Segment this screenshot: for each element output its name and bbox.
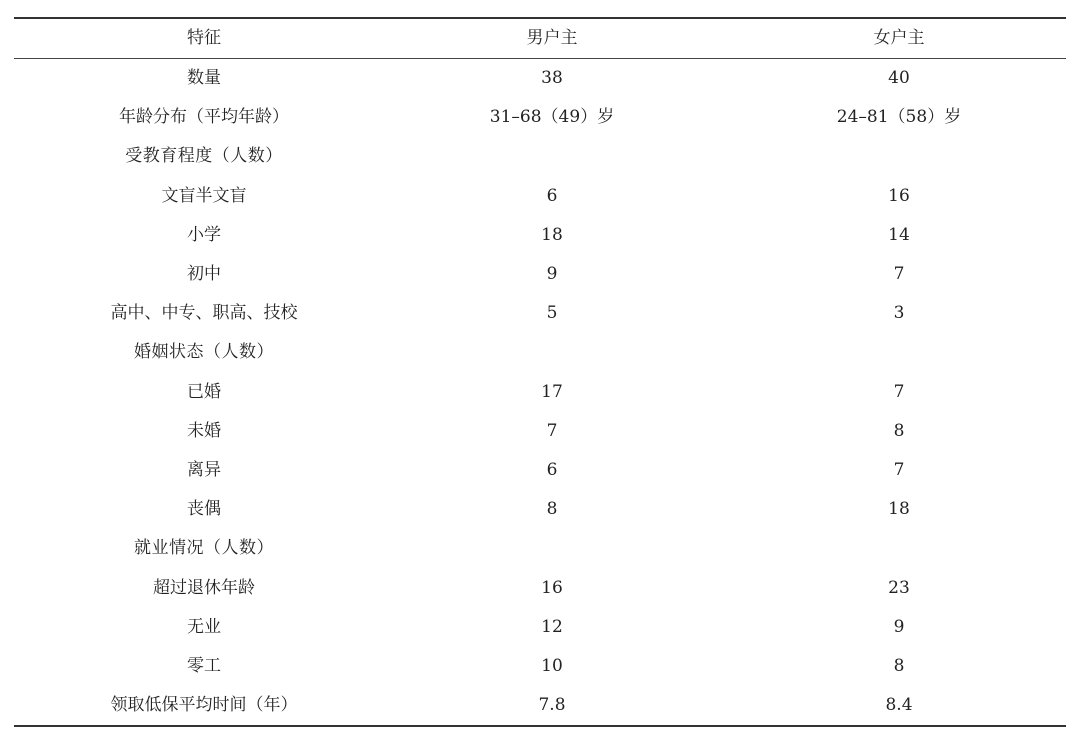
row-label: 无业	[187, 616, 221, 637]
table-row	[14, 568, 1066, 607]
header-female-head: 女户主	[873, 28, 925, 48]
table-header-row	[14, 19, 1066, 58]
female-value: 8	[893, 655, 905, 676]
row-label: 受教育程度（人数）	[125, 146, 283, 167]
female-value: 23	[888, 577, 910, 598]
male-value: 5	[546, 303, 558, 324]
row-label: 零工	[187, 655, 221, 676]
table-row	[14, 373, 1066, 412]
male-value: 7.8	[538, 695, 566, 716]
male-value: 7	[546, 420, 558, 441]
female-value: 7	[893, 459, 905, 480]
table-row	[14, 686, 1066, 725]
table-row	[14, 137, 1066, 176]
male-value: 31–68（49）岁	[489, 107, 615, 128]
male-value: 6	[546, 459, 558, 480]
table-row	[14, 412, 1066, 451]
male-value: 18	[541, 224, 563, 245]
table-row	[14, 333, 1066, 372]
row-label: 丧偶	[187, 499, 221, 520]
table-row	[14, 608, 1066, 647]
row-label: 数量	[187, 68, 221, 89]
male-value: 9	[546, 264, 558, 285]
male-value: 16	[541, 577, 563, 598]
row-label: 小学	[187, 224, 221, 245]
female-value: 8	[893, 420, 905, 441]
female-value: 16	[888, 185, 910, 206]
header-male-head: 男户主	[526, 28, 578, 48]
male-value: 6	[546, 185, 558, 206]
male-value: 12	[541, 616, 563, 637]
row-label: 已婚	[187, 381, 221, 402]
row-label: 超过退休年龄	[153, 577, 255, 598]
row-label: 婚姻状态（人数）	[134, 342, 274, 363]
data-table	[14, 17, 1066, 727]
table-body	[14, 59, 1066, 725]
female-value: 14	[888, 224, 910, 245]
female-value: 7	[893, 381, 905, 402]
table-row	[14, 451, 1066, 490]
table-row	[14, 177, 1066, 216]
table-row	[14, 255, 1066, 294]
header-feature: 特征	[187, 28, 221, 48]
table-row	[14, 647, 1066, 686]
female-value: 24–81（58）岁	[836, 107, 962, 128]
table-row	[14, 216, 1066, 255]
row-label: 领取低保平均时间（年）	[110, 695, 298, 716]
row-label: 年龄分布（平均年龄）	[119, 107, 289, 128]
male-value: 17	[541, 381, 563, 402]
table-row	[14, 59, 1066, 98]
female-value: 18	[888, 499, 910, 520]
table-row	[14, 529, 1066, 568]
male-value: 10	[541, 655, 563, 676]
table-bottom-rule	[14, 725, 1066, 727]
female-value: 8.4	[885, 695, 913, 716]
female-value: 7	[893, 264, 905, 285]
table-row	[14, 98, 1066, 137]
row-label: 就业情况（人数）	[134, 538, 274, 559]
female-value: 9	[893, 616, 905, 637]
table-row	[14, 490, 1066, 529]
female-value: 3	[893, 303, 905, 324]
male-value: 8	[546, 499, 558, 520]
row-label: 高中、中专、职高、技校	[110, 303, 298, 324]
table-row	[14, 294, 1066, 333]
row-label: 未婚	[187, 420, 221, 441]
row-label: 初中	[187, 264, 221, 285]
male-value: 38	[541, 68, 563, 89]
row-label: 离异	[187, 459, 221, 480]
row-label: 文盲半文盲	[161, 185, 247, 206]
female-value: 40	[888, 68, 910, 89]
